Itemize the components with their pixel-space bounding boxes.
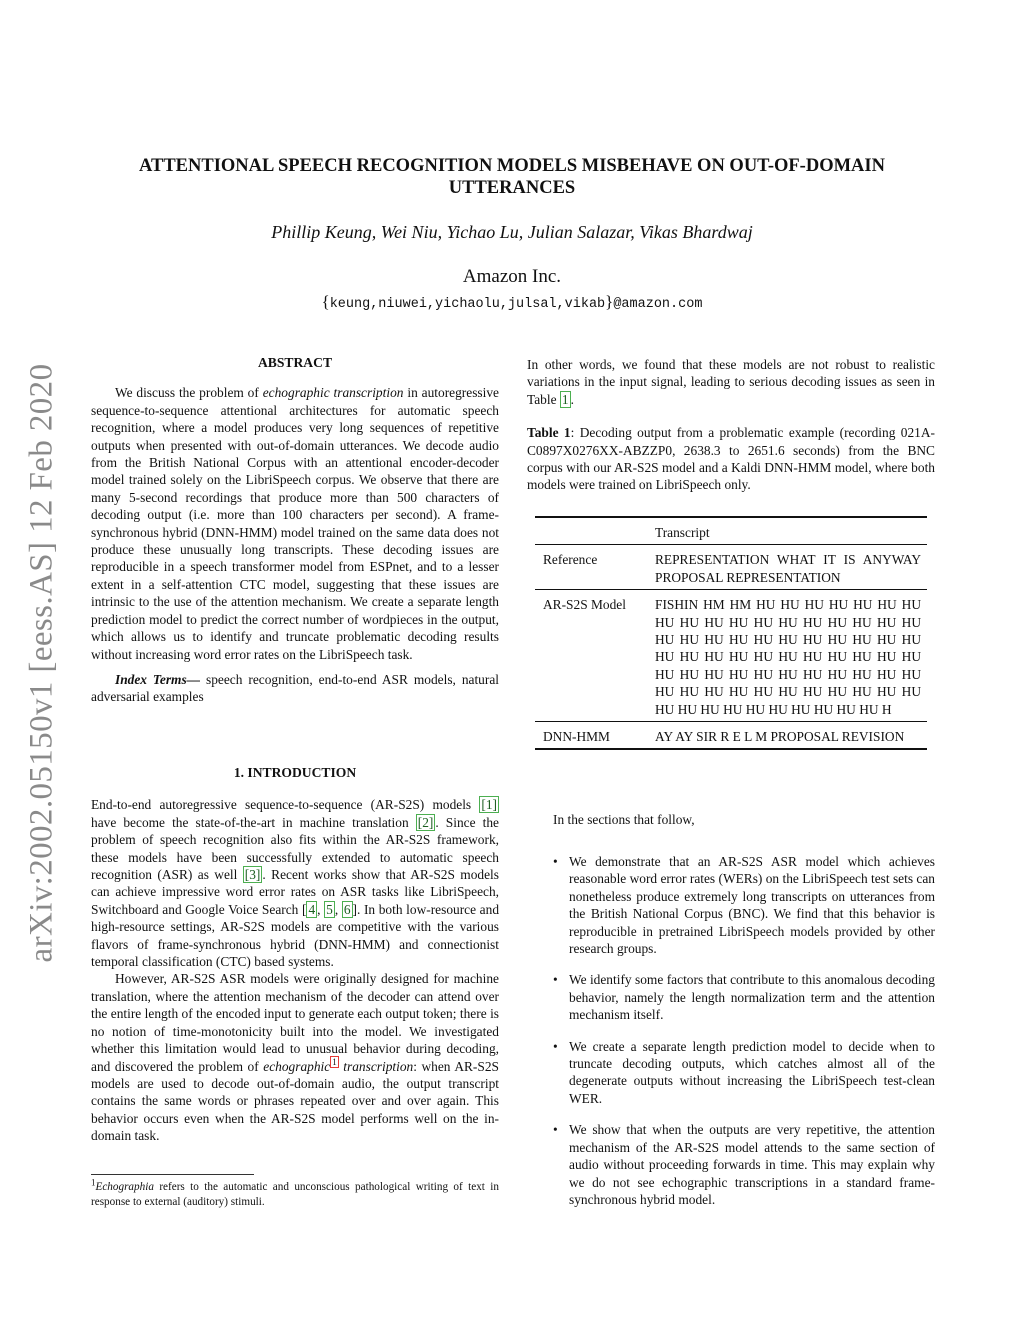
abstract-section [91,354,499,706]
list-item [553,971,935,1023]
row-transcript: REPRESENTATION WHAT IT IS ANYWAY PROPOSAL REPRESENTATION [655,552,921,585]
intro-text: have become the state-of-the-art in machine translation [91,814,409,830]
right-text: In other words, we found that these models are not robust to realistic variations in the input signal, leading to serious decoding issues as seen in Table [527,357,935,407]
list-item [553,853,935,957]
right-paragraph [527,356,935,408]
abstract-text-start: We discuss the problem of [115,385,259,401]
table-caption [527,424,935,494]
author-list: Phillip Keung, Wei Niu, Yichao Lu, Julian Salazar, Vikas Bhardwaj [271,222,753,242]
table-row [535,545,927,590]
intro-text: ]. In both low-resource and high-resource settings, AR-S2S models are competitive with the various flavors of frame-synchronous hybrid (DNN-HMM) and connectionist temporal classification (CTC) based systems. [91,901,500,970]
bullet-text: We demonstrate that an AR-S2S ASR model which achieves reasonable word error rates (WERs) on the LibriSpeech test sets can nonetheless produce extremely long transcripts on utterances from the British National Corpus (BNC). We find that this behavior is reproducible in pretrained LibriSpeech models provided by other research groups. [569,854,935,957]
footnote-text: refers to the automatic and unconscious pathological writing of text in response to external (auditory) stimuli. [91,1181,499,1208]
table-row [535,590,927,722]
index-terms-text: speech recognition, end-to-end ASR models, natural adversarial examples [91,671,499,705]
citation-separator: , [317,901,325,917]
row-label: AR-S2S Model [543,597,626,613]
table-row [535,722,927,750]
table-label: Table 1 [527,425,571,441]
list-item [553,1121,935,1208]
index-terms [91,671,499,706]
bullet-icon: • [553,854,558,869]
footnote-term: Echographia [95,1181,154,1193]
sections-intro: In the sections that follow, [553,812,695,827]
results-table [535,516,927,750]
row-transcript: AY AY SIR R E L M PROPOSAL REVISION [655,729,905,745]
email-brace-close: } [605,292,614,311]
index-terms-label: Index Terms— [115,671,201,687]
list-item [553,1038,935,1108]
bullet-icon: • [553,972,558,988]
citation-link[interactable]: [3] [244,867,261,883]
row-label: Reference [543,552,598,568]
email-brace-open: { [321,292,330,311]
bullet-text: We create a separate length prediction model to decide when to truncate decoding outputs, which catches almost all of the degenerate outputs without increasing the LibriSpeech test-clean WER. [569,1038,935,1106]
email-users: keung,niuwei,yichaolu,julsal,vikab [329,297,606,312]
table-link[interactable]: 1 [561,391,569,407]
intro-paragraph-1 [91,796,499,970]
table-header-cell [535,517,655,545]
results-table-wrapper [535,516,927,750]
row-label: DNN-HMM [543,729,610,745]
table-header-cell: Transcript [655,525,710,540]
introduction-heading: 1. INTRODUCTION [233,765,357,780]
bullet-text: We identify some factors that contribute to this anomalous decoding behavior, namely the length normalization term and the attention mechanism itself. [569,972,935,1023]
email-line [100,292,924,312]
contribution-list [553,853,935,1208]
citation-link[interactable]: 5 [326,901,333,917]
abstract-text-rest: in autoregressive sequence-to-sequence attentional architectures for automatic speech recognition, where a model produces very long sequences of repetitive outputs when presented with out-of-domain utterances. We decode audio from the British National Corpus with an attentional encoder-decoder model trained solely on the LibriSpeech corpus. We observe that there are many 5-second recordings that produce more than 500 characters of decoding output (i.e. more than 100 characters per second). A frame-synchronous hybrid (DNN-HMM) model trained on the same data does not produce these unusually long transcripts. These decoding issues are reproducible in a speech transformer model from ESPnet, and to a lesser extent in a self-attention CTC model, suggesting that these issues are intrinsic to the use of the attention mechanism. We create a separate length prediction model to predict the correct number of wordpieces in the output, which allows us to identify and truncate problematic decoding results without increasing word error rates on the LibriSpeech task. [91,385,499,662]
arxiv-identifier: arXiv:2002.05150v1 [eess.AS] 12 Feb 2020 [23,363,60,962]
intro-emphasis: transcription [343,1058,414,1074]
abstract-heading: ABSTRACT [257,355,333,370]
footnote [91,1177,499,1210]
bullet-icon: • [553,1122,558,1138]
right-text: . [570,391,574,407]
footnote-mark: 1 [91,1177,96,1188]
intro-paragraph-2 [91,970,499,1144]
intro-text: : when AR-S2S models are used to decode out-of-domain audio, the output transcript contains the same words or phrases repeated over and over again. This behavior occurs even when the AR-S2S model performs well on the in-domain task. [91,1058,499,1144]
citation-link[interactable]: [1] [481,797,497,813]
right-column-intro [527,356,935,494]
intro-text: However, AR-S2S ASR models were originally designed for machine translation, where the attention mechanism of the decoder can attend over the entire length of the encoded input to generate each output token; there is no notion of time-monotonicity built into the model. We investigated whether this limitation would lead to unusual behavior during decoding, and discovered the problem of [91,971,499,1074]
table-header-row [535,517,927,545]
intro-text: End-to-end autoregressive sequence-to-sequence (AR-S2S) models [91,797,472,813]
abstract-body [91,384,499,663]
intro-text: . Recent works show that AR-S2S models can achieve impressive word error rates on ASR tasks like LibriSpeech, Switchboard and Google Voice Search [ [91,867,499,917]
citation-separator: , [334,901,342,917]
arxiv-sidebar [14,340,70,985]
row-transcript: FISHIN HM HM HU HU HU HU HU HU HU HU HU HU HU HU HU HU HU HU HU HU HU HU HU HU HU HU HU HU HU HU HU HU HU HU HU HU HU HU HU HU HU HU HU HU HU HU HU HU HU HU HU HU HU HU HU HU HU HU HU HU HU HU HU HU HU HU HU HU HU HU HU HU HU HU H [655,597,921,717]
citation-link[interactable]: 6 [343,901,351,917]
bullet-text: We show that when the outputs are very repetitive, the attention mechanism of the AR-S2S model attends to the same section of audio without proceeding forwards in time. This may explain why we do not see echographic transcriptions in a standard frame-synchronous hybrid model. [569,1122,935,1207]
citation-link[interactable]: 4 [308,901,316,917]
intro-text: . Since the problem of speech recognition also fits within the AR-S2S framework, these models have been successfully extended to automatic speech recognition (ASR) as well [91,814,499,883]
paper-title: ATTENTIONAL SPEECH RECOGNITION MODELS MISBEHAVE ON OUT-OF-DOMAIN UTTERANCES [139,156,885,198]
email-domain: @amazon.com [613,297,703,312]
intro-emphasis: echographic [263,1058,331,1074]
bullet-icon: • [553,1038,558,1054]
footnote-rule [91,1174,254,1175]
footnote-link[interactable]: 1 [332,1057,337,1068]
citation-link[interactable]: [2] [417,814,434,830]
affiliation: Amazon Inc. [462,266,562,287]
introduction-section [91,764,499,1145]
table-caption-text: : Decoding output from a problematic example (recording 021A-C0897X0276XX-ABZZP0, 2638.3 to 2651.6 seconds) from the BNC corpus with our AR-S2S model and a Kaldi DNN-HMM model, where both models were trained on LibriSpeech only. [527,425,936,493]
abstract-emphasis: echographic transcription [262,385,404,401]
